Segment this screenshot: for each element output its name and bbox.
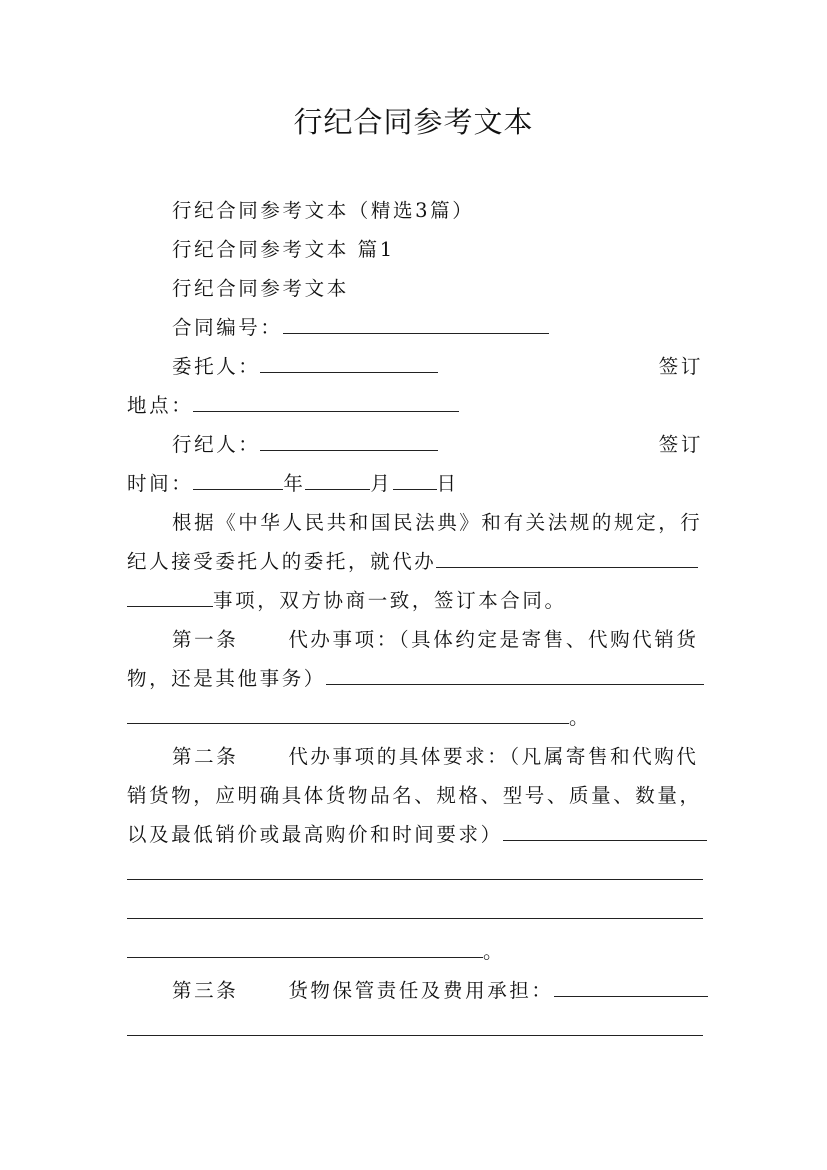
article-2-blank-1 — [503, 823, 707, 841]
article-2-blank-4 — [127, 940, 483, 958]
intro-line-3: 行纪合同参考文本 — [172, 277, 349, 300]
article-3-blank-1 — [554, 979, 708, 997]
article-2-line-5 — [127, 901, 703, 925]
preamble-line-3-text: 事项，双方协商一致，签订本合同。 — [213, 589, 567, 612]
agent-label: 行纪人： — [172, 433, 261, 456]
day-label: 日 — [436, 472, 459, 495]
article-3-blank-2 — [127, 1018, 703, 1036]
preamble-line-2-text: 纪人接受委托人的委托，就代办 — [127, 550, 437, 573]
preamble-line-2 — [127, 550, 703, 574]
agent-row — [172, 433, 703, 457]
article-3-line-1 — [172, 979, 703, 1003]
article-2-text-1: 代办事项的具体要求：（凡属寄售和代购代 — [288, 745, 699, 768]
article-1-text-2: 物，还是其他事务） — [127, 667, 326, 690]
month-blank — [305, 472, 370, 490]
sign-time-row — [127, 472, 703, 496]
article-2-line-6 — [127, 940, 703, 964]
article-2-line-2: 销货物，应明确具体货物品名、规格、型号、质量、数量， — [127, 784, 702, 807]
sign-place-label-part1: 签订 — [658, 355, 703, 378]
preamble-blank-2 — [127, 589, 213, 607]
article-1-blank-2 — [127, 706, 569, 724]
document-title: 行纪合同参考文本 — [293, 105, 534, 139]
client-blank — [260, 355, 438, 373]
article-1-blank-1 — [326, 667, 704, 685]
intro-line-1: 行纪合同参考文本（精选3篇） — [172, 199, 475, 222]
article-2-text-3: 以及最低销价或最高购价和时间要求） — [127, 823, 503, 846]
article-1-text-1: 代办事项：（具体约定是寄售、代购代销货 — [288, 628, 699, 651]
preamble-line-3 — [127, 589, 703, 613]
article-3-text-1: 货物保管责任及费用承担： — [288, 979, 554, 1002]
article-1-label: 第一条 — [172, 628, 239, 651]
agent-blank — [260, 433, 438, 451]
year-blank — [193, 472, 283, 490]
article-1-end: 。 — [569, 706, 592, 729]
article-3-label: 第三条 — [172, 979, 239, 1002]
article-1-line-1 — [172, 628, 703, 652]
client-row — [172, 355, 703, 379]
year-label: 年 — [283, 472, 306, 495]
contract-number-label: 合同编号： — [172, 316, 283, 339]
contract-number-blank — [283, 316, 549, 334]
article-1-line-3 — [127, 706, 703, 730]
article-2-blank-2 — [127, 862, 703, 880]
article-2-line-1 — [172, 745, 703, 769]
intro-line-2: 行纪合同参考文本 篇1 — [172, 238, 395, 261]
month-label: 月 — [370, 472, 393, 495]
article-1-line-2 — [127, 667, 703, 691]
article-2-end: 。 — [483, 940, 506, 963]
sign-time-label-part1: 签订 — [658, 433, 703, 456]
sign-time-label-part2: 时间： — [127, 472, 194, 495]
client-label: 委托人： — [172, 355, 261, 378]
article-2-line-4 — [127, 862, 703, 886]
sign-place-row — [127, 394, 703, 418]
article-2-blank-3 — [127, 901, 703, 919]
article-2-label: 第二条 — [172, 745, 239, 768]
sign-place-blank — [193, 394, 459, 412]
day-blank — [393, 472, 437, 490]
contract-number-row — [172, 316, 703, 340]
article-2-line-3 — [127, 823, 703, 847]
sign-place-label-part2: 地点： — [127, 394, 194, 417]
preamble-blank-1 — [436, 550, 698, 568]
preamble-line-1: 根据《中华人民共和国民法典》和有关法规的规定，行 — [172, 511, 703, 534]
article-3-line-2 — [127, 1018, 703, 1042]
